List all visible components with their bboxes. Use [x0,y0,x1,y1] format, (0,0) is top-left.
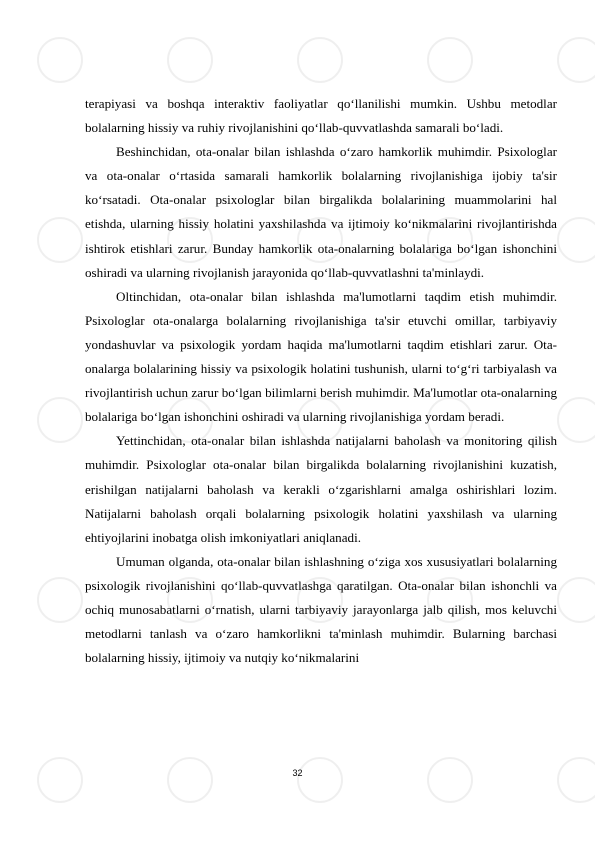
paragraph-5: Umuman olganda, ota-onalar bilan ishlashning o‘ziga xos xususiyatlari bolalarning psixologik rivojlanishini qo‘llab-quvvatlashga qaratilgan. Ota-onalar bilan ishonchli va ochiq munosabatlarni o‘rnatish, ularni tarbiyaviy jarayonlarga jalb qilish, mos keluvchi metodlarni tanlash va o‘zaro hamkorlikni ta'minlash muhimdir. Bularning barchasi bolalarning hissiy, ijtimoiy va nutqiy ko‘nikmalarini [85,553,557,666]
page-number: 32 [292,768,303,778]
document-body [85,92,557,670]
paragraph-4: Yettinchidan, ota-onalar bilan ishlashda natijalarni baholash va monitoring qilish muhimdir. Psixologlar ota-onalar bilan birgalikda bolalarning rivojlanishini kuzatish, erishilgan natijalarni baholash va kerakli o‘zgarishlarni amalga oshirishlari lozim. Natijalarni baholash orqali bolalarning psixologik holatini yaxshilash va ularning ehtiyojlarini inobatga olish imkoniyatlari aniqlanadi. [85,433,557,545]
paragraph-1: terapiyasi va boshqa interaktiv faoliyatlar qo‘llanilishi mumkin. Ushbu metodlar bolalarning hissiy va ruhiy rivojlanishini qo‘llab-quvvatlashda samarali bo‘ladi. [85,96,557,136]
paragraph-2: Beshinchidan, ota-onalar bilan ishlashda o‘zaro hamkorlik muhimdir. Psixologlar va ota-onalar o‘rtasida samarali hamkorlik bolalarning rivojlanishiga ijobiy ta'sir ko‘rsatadi. Ota-onalar psixologlar bilan birgalikda bolalarining muammolarini hal etishda, ularning hissiy holatini yaxshilashda va ijtimoiy ko‘nikmalarini rivojlantirishda ishtirok etishlari zarur. Bunday hamkorlik ota-onalarning bolalariga bo‘lgan ishonchini oshiradi va ularning rivojlanish jarayonida qo‘llab-quvvatlashni ta'minlaydi. [85,144,557,280]
paragraph-3: Oltinchidan, ota-onalar bilan ishlashda ma'lumotlarni taqdim etish muhimdir. Psixologlar ota-onalarga bolalarning rivojlanishiga ta'sir etuvchi omillar, tarbiyaviy yondashuvlar va psixologik yordam haqida ma'lumotlarni taqdim etishlari zarur. Ota-onalarga bolalarining hissiy va psixologik holatini tushunish, ularni to‘g‘ri tarbiyalash va rivojlantirish uchun zarur bo‘lgan bilimlarni berish muhimdir. Ma'lumotlar ota-onalarning bolalariga bo‘lgan ishonchini oshiradi va ularning rivojlanishiga yordam beradi. [85,288,557,425]
